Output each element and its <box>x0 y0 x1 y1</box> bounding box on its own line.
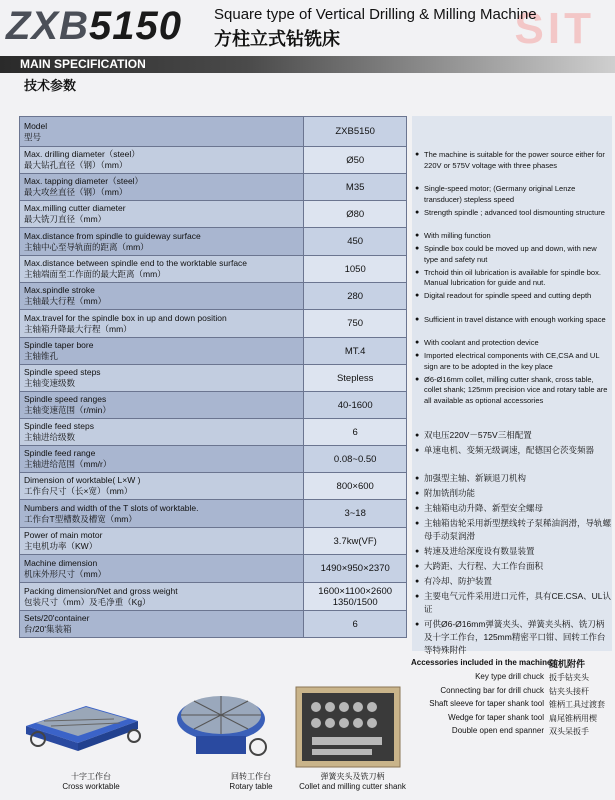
model-prefix: ZXB <box>6 4 89 48</box>
collet-set-photo <box>292 681 404 771</box>
title-english: Square type of Vertical Drilling & Milling Machine <box>214 6 537 23</box>
spec-row <box>20 583 407 611</box>
feature-text: 可供Ø6-Ø16mm弹簧夹头、弹簧夹头柄、铣刀柄及十字工作台，125mm精密平口钳、回转工作台等特殊附件 <box>424 619 606 655</box>
spec-name-cell <box>20 583 304 611</box>
feature-text: With milling function <box>424 231 491 240</box>
spec-name-cell <box>20 365 304 392</box>
spec-name-en: Max.distance from spindle to guideway surface <box>24 230 201 241</box>
spec-name-cn: 型号 <box>24 131 42 142</box>
cross-worktable-photo <box>16 681 146 771</box>
spec-name-cell <box>20 228 304 256</box>
spec-name-en: Packing dimension/Net and gross weight <box>24 585 178 596</box>
feature-item-cn <box>415 560 612 573</box>
accessory-item-en: Key type drill chuck <box>475 672 544 681</box>
spec-name-cell <box>20 555 304 583</box>
section-title-cn: 技术参数 <box>24 78 77 93</box>
spec-row <box>20 174 407 201</box>
accessory-item-en: Shaft sleeve for taper shank tool <box>429 699 544 708</box>
spec-name-cell <box>20 201 304 228</box>
spec-name-en: Spindle speed steps <box>24 367 101 377</box>
spec-name-en: Spindle speed ranges <box>24 394 107 404</box>
accessory-item-cn: 双头呆扳手 <box>549 727 589 736</box>
feature-item-en <box>415 314 612 326</box>
feature-text: 单速电机、变频无级调速，配德国仑茨变频器 <box>424 445 595 455</box>
accessory-item-en: Wedge for taper shank tool <box>448 712 544 722</box>
feature-text: Spindle box could be moved up and down, with new type and safety nut <box>424 244 597 264</box>
feature-item-cn <box>415 487 612 500</box>
bullet-icon: ● <box>415 375 420 383</box>
spec-name-cell <box>20 419 304 446</box>
feature-text: 双电压220V－575V三相配置 <box>424 430 532 440</box>
feature-item-en <box>415 374 612 407</box>
bullet-icon: ● <box>415 352 420 359</box>
photo-caption-cn: 十字工作台 <box>71 772 111 781</box>
spec-value-cell: 0.08~0.50 <box>304 446 407 473</box>
bullet-icon: ● <box>415 578 420 585</box>
spec-name-cn: 主轴变速范围（r/min） <box>24 405 111 415</box>
spec-name-en: Max.distance between spindle end to the worktable surface <box>24 258 248 268</box>
spec-row <box>20 446 407 473</box>
accessory-item-cn: 扳手钻夹头 <box>549 673 589 682</box>
spec-name-cn: 主轴最大行程（mm） <box>24 296 107 306</box>
spec-value-cell: 450 <box>304 228 407 256</box>
spec-name-cell <box>20 500 304 528</box>
feature-text: 主轴箱电动升降、新型安全螺母 <box>424 503 544 513</box>
accessory-item-cn: 扁尾锥柄用楔 <box>549 713 597 723</box>
bullet-icon: ● <box>415 490 420 497</box>
feature-text: With coolant and protection device <box>424 338 539 347</box>
spec-value-cell: 1490×950×2370 <box>304 555 407 583</box>
model-number: 5150 <box>89 4 182 48</box>
spec-name-cn: 主轴箱升降最大行程（mm） <box>24 323 132 334</box>
spec-name-cell <box>20 174 304 201</box>
spec-name-cell <box>20 117 304 147</box>
spec-name-cell <box>20 283 304 310</box>
feature-item-en <box>415 231 612 242</box>
spec-row <box>20 310 407 338</box>
feature-text: The machine is suitable for the power source either for 220V or 575V voltage with three phases <box>424 150 605 170</box>
spec-row <box>20 338 407 365</box>
feature-text: 有冷却、防护装置 <box>424 576 493 586</box>
spec-name-cn: 台/20'集装箱 <box>24 624 72 634</box>
bullet-icon: ● <box>415 447 420 454</box>
spec-value-cell: 3.7kw(VF) <box>304 528 407 555</box>
accessory-item-cn: 锥柄工具过渡套 <box>549 700 605 709</box>
spec-row <box>20 419 407 446</box>
spec-row <box>20 611 407 638</box>
spec-value-cell: 800×600 <box>304 473 407 500</box>
spec-value-cell: 40-1600 <box>304 392 407 419</box>
spec-row <box>20 365 407 392</box>
bullet-icon: ● <box>415 232 420 239</box>
feature-text: 转速及进给深度设有数显装置 <box>424 546 535 556</box>
photo-caption <box>26 772 156 792</box>
spec-name-en: Max.travel for the spindle box in up and down position <box>24 312 227 323</box>
feature-item-en <box>415 150 612 171</box>
photo-caption-en: Rotary table <box>229 782 273 791</box>
feature-item-en <box>415 184 612 205</box>
feature-text: Trchoid thin oil lubrication is available for spindle box. Manual lubrication for guide and nut. <box>424 267 601 287</box>
feature-text: 主轴箱齿轮采用新型摆线转子泵稀油润滑，导轨螺母手动泵润滑 <box>424 518 612 541</box>
photo-caption <box>290 772 415 792</box>
accessories-title-cn: 随机附件 <box>549 659 586 669</box>
rotary-table-photo <box>166 681 276 771</box>
feature-item-cn <box>415 517 612 543</box>
spec-name-cell <box>20 392 304 419</box>
background-logo-watermark: SIT <box>514 4 595 53</box>
photo-caption-en: Cross worktable <box>62 782 120 791</box>
spec-value-cell: 1050 <box>304 256 407 283</box>
feature-item-cn <box>415 472 612 485</box>
title-chinese: 方柱立式钻铣床 <box>214 29 340 49</box>
spec-name-en: Spindle taper bore <box>24 340 94 350</box>
bullet-icon: ● <box>415 505 420 512</box>
bullet-icon: ● <box>415 245 420 252</box>
bullet-icon: ● <box>415 315 420 323</box>
bullet-icon: ● <box>415 593 420 600</box>
spec-name-cn: 工作台尺寸（长×宽）（mm） <box>24 486 133 496</box>
spec-name-en: Power of main motor <box>24 530 103 540</box>
bullet-icon: ● <box>415 208 420 216</box>
spec-name-en: Sets/20'container <box>24 613 90 623</box>
feature-item-en <box>415 351 612 372</box>
spec-name-cn: 工作台T型槽数及槽宽（mm） <box>24 513 137 524</box>
spec-name-cell <box>20 310 304 338</box>
spec-name-en: Numbers and width of the T slots of worktable. <box>24 502 199 513</box>
spec-value-cell: M35 <box>304 174 407 201</box>
feature-item-en <box>415 291 612 302</box>
bullet-icon: ● <box>415 621 420 628</box>
spec-name-en: Max.spindle stroke <box>24 285 95 295</box>
feature-item-en <box>415 338 612 349</box>
accessory-item-en: Connecting bar for drill chuck <box>440 685 544 695</box>
spec-name-en: Dimension of worktable( L×W ) <box>24 475 141 485</box>
spec-value-cell: 280 <box>304 283 407 310</box>
spec-name-cn: 主轴进给级数 <box>24 432 76 442</box>
feature-text: Ø6-Ø16mm collet, milling cutter shank, cross table, collet shank; 125mm precision vice and rotary table are all available as optional accessories <box>424 374 608 405</box>
spec-name-cn: 主轴进给范围（mm/r） <box>24 459 112 469</box>
spec-row <box>20 256 407 283</box>
bullet-icon: ● <box>415 520 420 527</box>
spec-value-cell: Ø50 <box>304 147 407 174</box>
bullet-icon: ● <box>415 185 420 192</box>
feature-item-cn <box>415 502 612 515</box>
feature-item-cn <box>415 429 612 442</box>
feature-text: Single-speed motor; (Germany original Lenze transducer) stepless speed <box>424 184 576 204</box>
feature-text: 主要电气元件采用进口元件，具有CE.CSA、UL认证 <box>424 591 612 614</box>
feature-text: Strength spindle ; advanced tool dismounting structure <box>424 207 605 217</box>
photo-caption-cn: 弹簧夹头及铣刀柄 <box>320 772 385 781</box>
spec-name-cell <box>20 446 304 473</box>
feature-text: Digital readout for spindle speed and cutting depth <box>424 291 592 300</box>
spec-value-cell: 750 <box>304 310 407 338</box>
spec-row <box>20 528 407 555</box>
spec-value-cell: 3~18 <box>304 500 407 528</box>
bullet-icon: ● <box>415 563 420 570</box>
section-header-bar <box>0 56 615 73</box>
photo-caption-en: Collet and milling cutter shank <box>299 782 406 791</box>
spec-name-cn: 最大攻丝直径（钢）（mm） <box>24 187 128 197</box>
bullet-icon: ● <box>415 292 420 299</box>
spec-name-en: Spindle feed steps <box>24 421 94 431</box>
spec-name-cn: 主轴锥孔 <box>24 351 59 361</box>
bullet-icon: ● <box>415 151 420 158</box>
spec-name-cn: 主轴端面至工作面的最大距离（mm） <box>24 269 166 279</box>
spec-row <box>20 500 407 528</box>
model-title <box>6 4 182 49</box>
bullet-icon: ● <box>415 432 420 439</box>
feature-item-en <box>415 244 612 265</box>
spec-value-cell: 1600×1100×2600 1350/1500 <box>304 583 407 611</box>
spec-row <box>20 228 407 256</box>
spec-value-cell: 6 <box>304 419 407 446</box>
spec-name-cn: 主电机功率（KW） <box>24 541 98 551</box>
spec-name-cell <box>20 256 304 283</box>
bullet-icon: ● <box>415 268 420 276</box>
spec-row <box>20 283 407 310</box>
feature-item-en <box>415 207 612 219</box>
spec-name-cn: 最大铣刀直径（mm） <box>24 214 107 224</box>
spec-name-en: Spindle feed range <box>24 448 96 458</box>
section-title-en: MAIN SPECIFICATION <box>20 57 146 71</box>
spec-name-cn: 主轴中心至导轨面的距离（mm） <box>24 241 149 252</box>
accessory-item-en: Double open end spanner <box>451 726 544 735</box>
feature-text: Imported electrical components with CE,CSA and UL sign are to be adopted in the key place <box>424 351 600 371</box>
spec-name-cell <box>20 473 304 500</box>
spec-row <box>20 555 407 583</box>
spec-name-cell <box>20 611 304 638</box>
spec-name-cell <box>20 147 304 174</box>
spec-name-en: Max. tapping diameter（steel） <box>24 176 144 186</box>
spec-value-cell: Ø80 <box>304 201 407 228</box>
feature-text: Sufficient in travel distance with enough working space <box>424 314 606 324</box>
feature-text: 加强型主轴、新颖退刀机构 <box>424 473 527 483</box>
spec-name-en: Max. drilling diameter（steel） <box>24 149 140 159</box>
spec-name-cn: 包装尺寸（mm）及毛净重（Kg） <box>24 596 151 607</box>
spec-name-en: Max.milling cutter diameter <box>24 203 126 213</box>
spec-name-cell <box>20 528 304 555</box>
spec-name-cell <box>20 338 304 365</box>
feature-text: 大跨距、大行程、大工作台面积 <box>424 561 544 571</box>
spec-name-en: Machine dimension <box>24 557 98 568</box>
spec-row <box>20 201 407 228</box>
accessory-item-cn: 钻夹头接杆 <box>549 686 589 696</box>
spec-value-cell: 6 <box>304 611 407 638</box>
page-header <box>0 0 615 52</box>
spec-name-cn: 主轴变速级数 <box>24 378 76 388</box>
spec-name-cn: 机床外形尺寸（mm） <box>24 568 107 579</box>
spec-value-cell: Stepless <box>304 365 407 392</box>
feature-text: 附加铣削功能 <box>424 488 476 498</box>
bullet-icon: ● <box>415 548 420 555</box>
specification-table <box>19 116 407 638</box>
features-panel <box>412 116 612 655</box>
feature-item-cn <box>415 545 612 558</box>
feature-item-cn <box>415 590 612 616</box>
spec-name-cn: 最大钻孔直径（钢）（mm） <box>24 160 128 170</box>
bullet-icon: ● <box>415 475 420 482</box>
feature-item-cn <box>415 618 612 657</box>
spec-row <box>20 473 407 500</box>
spec-row <box>20 117 407 147</box>
feature-item-cn <box>415 444 612 457</box>
spec-row <box>20 392 407 419</box>
accessories-title-en: Accessories included in the machine <box>411 658 552 667</box>
spec-value-cell: ZXB5150 <box>304 117 407 147</box>
feature-item-cn <box>415 575 612 588</box>
bullet-icon: ● <box>415 339 420 346</box>
photo-caption-cn: 回转工作台 <box>231 772 271 781</box>
spec-value-cell: MT.4 <box>304 338 407 365</box>
feature-item-en <box>415 267 612 289</box>
spec-row <box>20 147 407 174</box>
spec-name-en: Model <box>24 120 48 131</box>
